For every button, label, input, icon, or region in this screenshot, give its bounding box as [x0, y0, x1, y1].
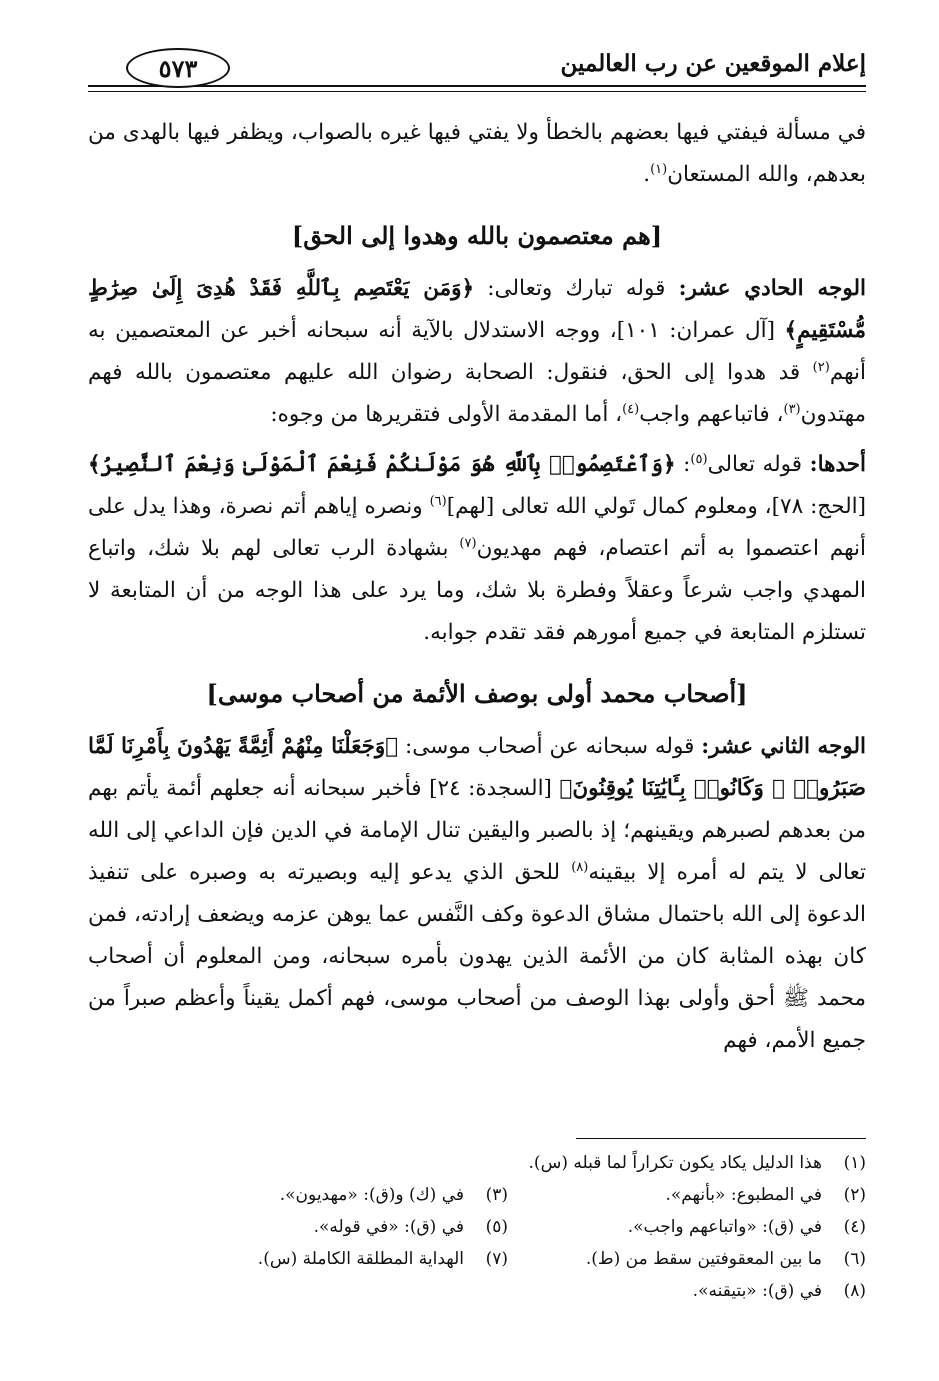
footnote-text: في (ق): «في قوله».	[313, 1217, 464, 1237]
running-header	[88, 38, 866, 108]
paragraph-eleventh-aspect	[88, 268, 866, 436]
footnote-text: هذا الدليل يكاد يكون تكراراً لما قبله (س).	[528, 1153, 822, 1173]
footnote-text: ما بين المعقوفتين سقط من (ط).	[585, 1249, 822, 1269]
footnote-row	[150, 1179, 866, 1211]
text-run: قوله تبارك وتعالى:	[474, 276, 679, 301]
footnote-marker-1: (١)	[650, 161, 668, 177]
footnote-4	[508, 1211, 866, 1243]
text-run: .	[643, 162, 651, 187]
footnote-number: (٨)	[843, 1281, 866, 1301]
footnote-number: (٦)	[843, 1249, 866, 1269]
paragraph-lead: الوجه الثاني عشر:	[701, 734, 866, 759]
footnote-text: في المطبوع: «بأنهم».	[665, 1185, 822, 1205]
paragraph-twelfth-aspect	[88, 726, 866, 1062]
footnote-marker-6: (٦)	[429, 493, 447, 509]
footnote-8	[508, 1275, 866, 1307]
quran-verse: ﴿وَجَعَلْنَا مِنْهُمْ أَئِمَّةً يَهْدُونَ بِأَمْرِنَا لَمَّا صَبَرُوا۟ ۖ وَكَانُوا۟ بِـَٔايَٰتِنَا يُوقِنُونَ﴾	[88, 734, 866, 801]
text-run: :	[675, 452, 691, 477]
text-run: بشهادة الرب تعالى لهم بلا شك، واتباع المهدي واجب شرعاً وعقلاً وفطرة بلا شك، وما يرد على هذا الوجه من أن المتابعة لا تستلزم المتابعة في جميع أمورهم فقد تقدم جوابه.	[88, 536, 866, 645]
footnote-7	[150, 1243, 508, 1275]
footnote-number: (٤)	[843, 1217, 866, 1237]
text-run: ونصره إياهم أتم نصرة، وهذا يدل على أنهم اعتصموا به أتم اعتصام، فهم مهديون	[88, 494, 866, 561]
footnote-marker-7: (٧)	[459, 535, 477, 551]
footnote-number: (٢)	[843, 1185, 866, 1205]
page-number: ٥٧٣	[126, 48, 230, 88]
footnote-marker-5: (٥)	[690, 451, 708, 467]
text-run: في مسألة فيفتي فيها بعضهم بالخطأ ولا يفتي فيها غيره بالصواب، ويظفر فيها بالهدى من بعدهم، والله المستعان	[88, 120, 866, 187]
footnote-row	[150, 1147, 866, 1179]
running-title: إعلام الموقعين عن رب العالمين	[560, 50, 866, 77]
paragraph-first-point	[88, 444, 866, 654]
text-run: قوله سبحانه عن أصحاب موسى:	[398, 734, 702, 759]
footnote-marker-3: (٣)	[783, 401, 801, 417]
text-run: ، أما المقدمة الأولى فتقريرها من وجوه:	[270, 402, 623, 427]
footnote-marker-2: (٢)	[812, 359, 830, 375]
footnote-number: (٥)	[485, 1217, 508, 1237]
header-rule	[88, 85, 866, 87]
text-run: [الحج: ٧٨]، ومعلوم كمال تَولي الله تعالى [لهم]	[446, 494, 866, 519]
quran-verse: ﴿وَمَن يَعْتَصِم بِٱللَّهِ فَقَدْ هُدِىَ إِلَىٰ صِرَٰطٍ مُّسْتَقِيمٍ﴾	[88, 276, 866, 343]
text-run: للحق الذي يدعو إليه وبصيرته به وصبره على تنفيذ الدعوة إلى الله باحتمال مشاق الدعوة وكف النَّفس عما يوهن عزمه ويضعف إرادته، فمن كان بهذه المثابة كان من الأئمة الذين يهدون بأمره سبحانه، ومن المعلوم أن أصحاب محمد ﷺ أحق وأولى بهذا الوصف من أصحاب موسى، فهم أكمل يقيناً وأعظم صبراً من جميع الأمم، فهم	[88, 860, 866, 1053]
footnote-2	[508, 1179, 866, 1211]
text-run: [السجدة: ٢٤] فأخبر سبحانه أنه جعلهم أئمة يأتم بهم من بعدهم لصبرهم ويقينهم؛ إذ بالصبر واليقين تنال الإمامة في الدين فإن الداعي إلى الله تعالى لا يتم له أمره إلا بيقينه	[88, 776, 866, 885]
footnotes	[150, 1147, 866, 1307]
footnote-text: في (ك) و(ق): «مهديون».	[279, 1185, 464, 1205]
footnote-marker-4: (٤)	[622, 401, 640, 417]
footnote-number: (٧)	[485, 1249, 508, 1269]
footnote-number: (٣)	[485, 1185, 508, 1205]
footnote-5	[150, 1211, 508, 1243]
text-run: [آل عمران: ١٠١]، ووجه الاستدلال بالآية أنه سبحانه أخبر عن المعتصمين به أنهم	[88, 318, 866, 385]
section-heading-2: [أصحاب محمد أولى بوصف الأئمة من أصحاب موسى]	[206, 679, 748, 708]
footnote-row	[150, 1211, 866, 1243]
header-rule-thin	[88, 91, 866, 92]
footnote-1	[508, 1147, 866, 1179]
footnote-row	[150, 1243, 866, 1275]
footnote-text: الهداية المطلقة الكاملة (س).	[257, 1249, 464, 1269]
footnote-row	[150, 1275, 866, 1307]
paragraph-lead: الوجه الحادي عشر:	[678, 276, 866, 301]
footnote-separator	[576, 1138, 866, 1139]
footnote-text: في (ق): «بتيقنه».	[692, 1281, 822, 1301]
text-run: ، فاتباعهم واجب	[639, 402, 784, 427]
text-run: قد هدوا إلى الحق، فنقول: الصحابة رضوان الله عليهم معتصمون بالله فهم مهتدون	[88, 360, 866, 427]
footnote-3	[150, 1179, 508, 1211]
paragraph-lead: أحدها:	[809, 452, 867, 477]
section-heading-1: [هم معتصمون بالله وهدوا إلى الحق]	[291, 221, 663, 250]
footnote-text: في (ق): «واتباعهم واجب».	[627, 1217, 822, 1237]
main-text	[88, 112, 866, 1062]
footnote-number: (١)	[843, 1153, 866, 1173]
quran-verse: ﴿وَٱعْتَصِمُوا۟ بِٱللَّهِ هُوَ مَوْلَىٰكُمْ فَنِعْمَ ٱلْمَوْلَىٰ وَنِعْمَ ٱلنَّصِيرُ﴾	[88, 452, 676, 477]
paragraph-continued	[88, 112, 866, 196]
footnote-6	[508, 1243, 866, 1275]
text-run: قوله تعالى	[707, 452, 810, 477]
footnote-marker-8: (٨)	[571, 859, 589, 875]
